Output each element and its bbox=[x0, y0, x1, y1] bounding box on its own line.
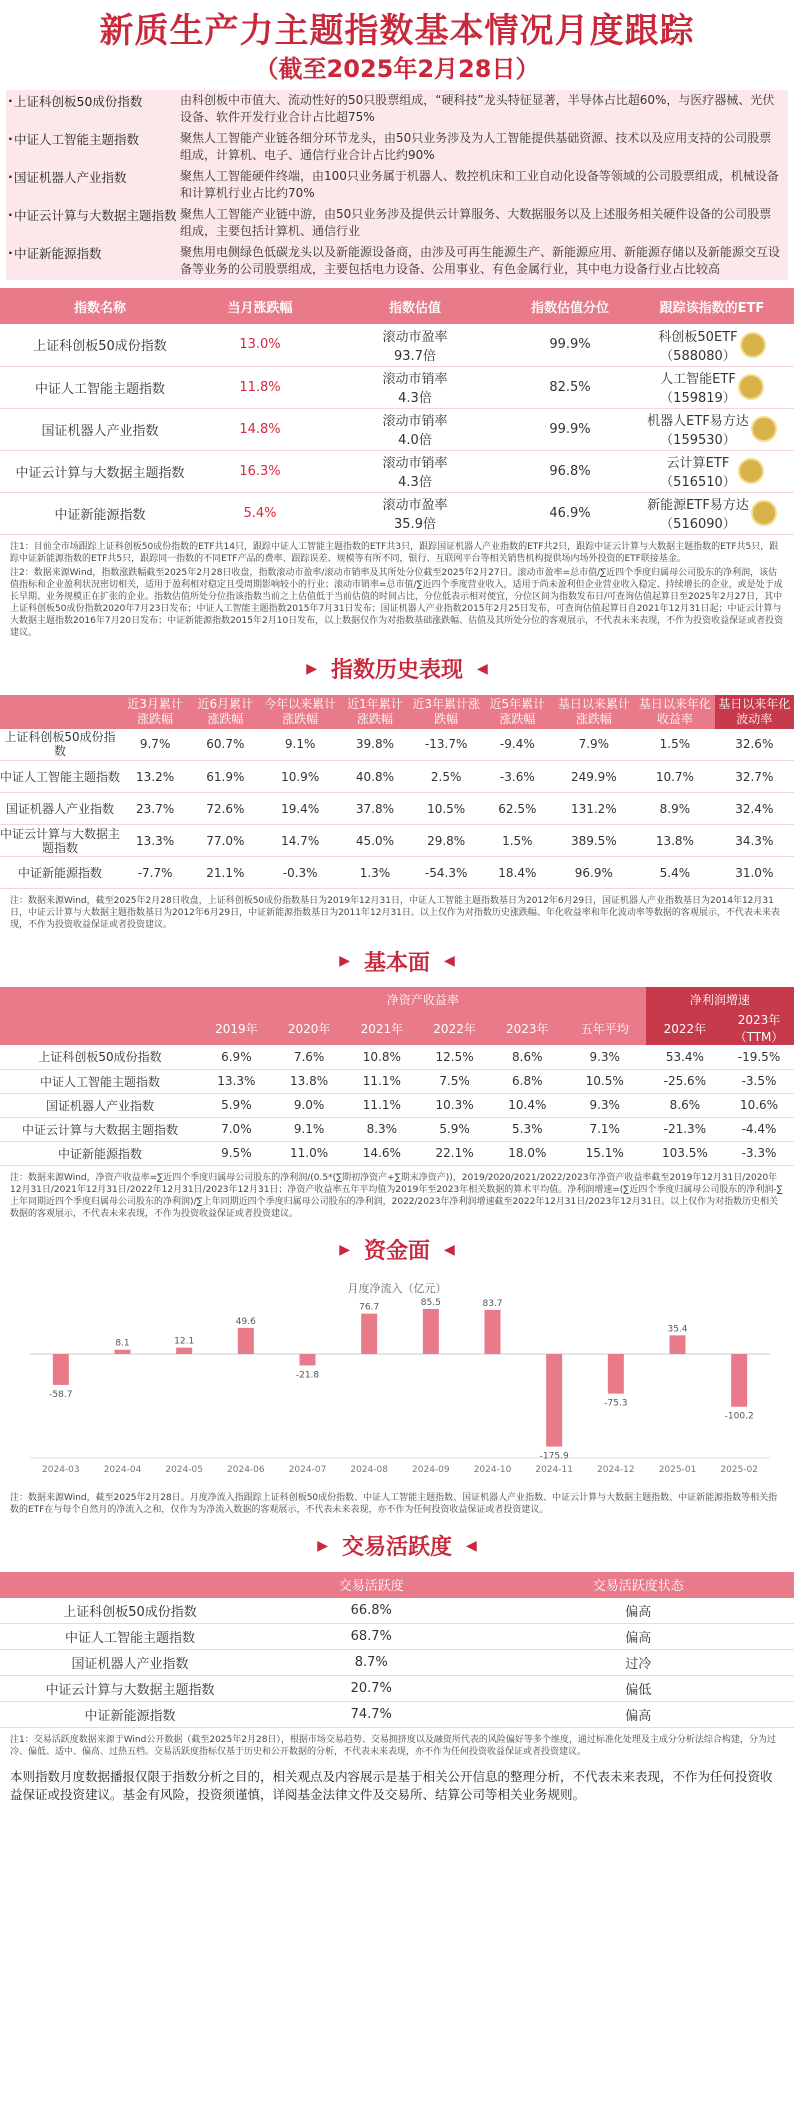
fundamentals-value: -3.3% bbox=[724, 1141, 794, 1165]
etf-cell bbox=[630, 450, 794, 492]
fundamentals-note: 注：数据来源Wind，净资产收益率=∑近四个季度归属母公司股东的净利润/(0.5*(∑期初净资产+∑期末净资产))，2019/2020/2021/2022/2023年净资产收益率截至2019年12月31日/2020年12月31日/2021年12月31日/2022年12月31日/2023年12月31日；净资产收益率五年平均值为2019年至2023年相关数据的算术平均值。净利润增速=(∑近四个季度归属母公司股东的净利润-∑上年同期近四个季度归属母公司股东的净利润)/∑上年同期近四个季度归属母公司股东的净利润，2022/2023年净利润增速截至2022年12月31日/2023年12月31日。以上仅作为对指数历史相关数据的客观展示，不代表未来表现，不作为投资收益保证或者投资建议。 bbox=[10, 1172, 783, 1219]
tick-label: 2024-12 bbox=[597, 1464, 635, 1475]
activity-row bbox=[0, 1676, 794, 1702]
history-value: 31.0% bbox=[715, 857, 794, 889]
history-value: -0.3% bbox=[260, 857, 339, 889]
index-name: 中证云计算与大数据主题指数 bbox=[0, 826, 121, 855]
history-value: 18.4% bbox=[482, 857, 552, 889]
etf-cell bbox=[630, 366, 794, 408]
fundamentals-value: 10.8% bbox=[345, 1045, 418, 1069]
disclaimer: 本则指数月度数据播报仅限于指数分析之目的，相关观点及内容展示是基于相关公开信息的整理分析，不代表未来表现，不作为任何投资收益保证或投资建议。基金有风险，投资须谨慎，详阅基金法律文件及交易所、结算公司等相关业务规则。 bbox=[10, 1769, 773, 1802]
fund-badge-icon bbox=[738, 458, 764, 484]
activity-status: 偏高 bbox=[483, 1624, 794, 1650]
activity-header: 交易活跃度 bbox=[260, 1572, 483, 1598]
description-row bbox=[6, 128, 788, 166]
fund-flow-section-title bbox=[0, 1232, 794, 1268]
activity-title: 交易活跃度 bbox=[341, 1535, 452, 1560]
history-row bbox=[0, 793, 794, 825]
valuation-value: 4.0倍 bbox=[398, 433, 432, 448]
overview-header: 跟踪该指数的ETF bbox=[630, 288, 794, 324]
fundamentals-value: 10.3% bbox=[418, 1093, 491, 1117]
profit-growth-group-header: 净利润增速 bbox=[646, 987, 794, 1011]
data-label: -58.7 bbox=[49, 1389, 73, 1400]
fund-badge-icon bbox=[751, 500, 777, 526]
fund-flow-chart bbox=[0, 1276, 794, 1486]
history-header: 基日以来年化收益率 bbox=[635, 695, 714, 729]
valuation bbox=[320, 366, 510, 408]
monthly-change: 11.8% bbox=[200, 366, 320, 408]
fundamentals-value: 7.1% bbox=[564, 1117, 646, 1141]
history-value: 32.7% bbox=[715, 761, 794, 793]
description-row bbox=[6, 166, 788, 204]
valuation-percentile: 96.8% bbox=[510, 450, 630, 492]
activity-row bbox=[0, 1598, 794, 1624]
fundamentals-value: -25.6% bbox=[646, 1069, 724, 1093]
activity-table bbox=[0, 1572, 794, 1729]
fundamentals-value: 9.5% bbox=[200, 1141, 273, 1165]
fundamentals-value: 11.1% bbox=[345, 1093, 418, 1117]
history-table bbox=[0, 695, 794, 890]
fundamentals-value: 6.9% bbox=[200, 1045, 273, 1069]
history-value: 8.9% bbox=[635, 793, 714, 825]
fundamentals-header-blank bbox=[0, 987, 200, 1045]
history-value: 1.5% bbox=[482, 825, 552, 857]
fundamentals-header: 2020年 bbox=[273, 1011, 346, 1045]
index-descriptions bbox=[6, 90, 788, 280]
description-row bbox=[6, 204, 788, 242]
arrow-right-icon: ▶ bbox=[306, 660, 317, 677]
history-value: 9.7% bbox=[120, 729, 190, 761]
activity-value: 66.8% bbox=[260, 1598, 483, 1624]
history-value: 62.5% bbox=[482, 793, 552, 825]
activity-header-blank bbox=[0, 1572, 260, 1598]
history-value: 10.5% bbox=[410, 793, 482, 825]
history-value: -3.6% bbox=[482, 761, 552, 793]
activity-status: 过冷 bbox=[483, 1650, 794, 1676]
bar bbox=[423, 1309, 439, 1354]
history-value: 39.8% bbox=[340, 729, 410, 761]
fundamentals-value: 9.0% bbox=[273, 1093, 346, 1117]
index-name: 中证人工智能主题指数 bbox=[0, 1624, 260, 1650]
valuation-type: 滚动市销率 bbox=[382, 372, 448, 387]
history-header: 今年以来累计涨跌幅 bbox=[260, 695, 339, 729]
history-header: 近5年累计涨跌幅 bbox=[482, 695, 552, 729]
arrow-right-icon: ▶ bbox=[339, 953, 350, 969]
overview-row bbox=[0, 408, 794, 450]
fundamentals-value: 8.6% bbox=[491, 1045, 564, 1069]
activity-status: 偏高 bbox=[483, 1702, 794, 1728]
tick-label: 2024-03 bbox=[42, 1464, 80, 1475]
etf-code: （588080） bbox=[660, 348, 736, 364]
tick-label: 2024-08 bbox=[350, 1464, 388, 1475]
history-value: 34.3% bbox=[715, 825, 794, 857]
etf-name: 科创板50ETF bbox=[658, 329, 738, 345]
fundamentals-value: 13.8% bbox=[273, 1069, 346, 1093]
history-value: 60.7% bbox=[190, 729, 260, 761]
history-value: 96.9% bbox=[552, 857, 635, 889]
overview-note-2: 注2：数据来源Wind，指数涨跌幅截至2025年2月28日收盘，指数滚动市盈率/滚动市销率及其所处分位截至2025年2月27日。滚动市盈率=总市值/∑近四个季度归属母公司股东的净利润，该估值指标和企业盈利状况密切相关，适用于盈利相对稳定且受周期影响较小的行业；滚动市销率=总市值/∑近四个季度营业收入，适用于尚未盈利但企业营业收入稳定、持续增长的企业，或是处于成长早期、业务规模正在扩张的企业。指数估值所处分位指该指数当前之上估值低于当前估值的时间占比，分位低表示相对便宜，分位区间为指数发布日/可查询估值起算日至2025年2月27日，其中上证科创板50成份指数2020年7月23日发布；中证人工智能主题指数2015年7月31日发布；国证机器人产业指数2015年2月25日发布，可查询估值起算日自2021年12月31日起；中证云计算与大数据主题指数2016年7月20日发布；中证新能源指数2015年2月10日发布，以上数据仅作为对指数基础涨跌幅、估值及其所处分位的客观展示，不代表未来表现，不作为投资收益保证或者投资建议。 bbox=[10, 567, 784, 638]
arrow-right-icon: ▶ bbox=[339, 1241, 350, 1258]
valuation bbox=[320, 324, 510, 366]
monthly-change: 16.3% bbox=[200, 450, 320, 492]
etf-code: （516510） bbox=[660, 475, 736, 490]
etf-name: 云计算ETF bbox=[666, 456, 730, 471]
index-name: 中证人工智能主题指数 bbox=[0, 366, 200, 408]
arrow-left-icon: ◀ bbox=[444, 953, 455, 969]
fund-badge-icon bbox=[740, 332, 766, 358]
fundamentals-header: 2023年（TTM） bbox=[724, 1011, 794, 1045]
history-row bbox=[0, 857, 794, 889]
index-name: 中证新能源指数 bbox=[0, 1702, 260, 1728]
index-name: 中证人工智能主题指数 bbox=[0, 761, 120, 793]
data-label: 76.7 bbox=[359, 1302, 380, 1313]
valuation-percentile: 82.5% bbox=[510, 366, 630, 408]
index-name: 国证机器人产业指数 bbox=[0, 1650, 260, 1676]
bar bbox=[731, 1354, 747, 1407]
fundamentals-value: 11.1% bbox=[345, 1069, 418, 1093]
fundamentals-value: -19.5% bbox=[724, 1045, 794, 1069]
overview-header: 指数名称 bbox=[0, 288, 200, 324]
data-label: 8.1 bbox=[115, 1338, 130, 1349]
valuation-value: 35.9倍 bbox=[394, 517, 436, 532]
history-value: 37.8% bbox=[340, 793, 410, 825]
fundamentals-value: 11.0% bbox=[273, 1141, 346, 1165]
fundamentals-value: 5.9% bbox=[200, 1093, 273, 1117]
valuation-type: 滚动市销率 bbox=[382, 414, 448, 429]
fundamentals-value: 9.3% bbox=[564, 1093, 646, 1117]
bar bbox=[608, 1354, 624, 1394]
history-value: 249.9% bbox=[552, 761, 635, 793]
valuation-value: 4.3倍 bbox=[398, 475, 432, 490]
description-name: · 国证机器人产业指数 bbox=[6, 168, 180, 202]
overview-header: 指数估值 bbox=[320, 288, 510, 324]
history-row bbox=[0, 825, 794, 857]
monthly-change: 14.8% bbox=[200, 408, 320, 450]
activity-row bbox=[0, 1624, 794, 1650]
fundamentals-row bbox=[0, 1141, 794, 1165]
fundamentals-header: 2022年 bbox=[646, 1011, 724, 1045]
history-value: 61.9% bbox=[190, 761, 260, 793]
history-value: 13.2% bbox=[120, 761, 190, 793]
history-value: 14.7% bbox=[260, 825, 339, 857]
history-value: 45.0% bbox=[340, 825, 410, 857]
tick-label: 2025-01 bbox=[658, 1464, 697, 1475]
page-subtitle: （截至2025年2月28日） bbox=[254, 55, 540, 83]
arrow-left-icon: ◀ bbox=[466, 1537, 477, 1554]
fundamentals-value: -21.3% bbox=[646, 1117, 724, 1141]
fundamentals-value: -3.5% bbox=[724, 1069, 794, 1093]
fundamentals-value: 5.9% bbox=[418, 1117, 491, 1141]
history-header: 近3月累计涨跌幅 bbox=[120, 695, 190, 729]
monthly-change: 5.4% bbox=[200, 492, 320, 534]
valuation-percentile: 99.9% bbox=[510, 408, 630, 450]
description-text: 聚焦人工智能硬件终端，由100只业务属于机器人、数控机床和工业自动化设备等领域的公司股票组成，机械设备和计算机行业占比约70% bbox=[180, 169, 779, 200]
fundamentals-header: 2021年 bbox=[345, 1011, 418, 1045]
overview-header: 当月涨跌幅 bbox=[200, 288, 320, 324]
history-header-blank bbox=[0, 695, 120, 729]
fundamentals-value: 14.6% bbox=[345, 1141, 418, 1165]
tick-label: 2024-09 bbox=[412, 1464, 450, 1475]
data-label: -75.3 bbox=[604, 1398, 628, 1409]
history-value: -13.7% bbox=[410, 729, 482, 761]
overview-row bbox=[0, 324, 794, 366]
history-title: 指数历史表现 bbox=[330, 658, 463, 683]
fund-flow-note: 注：数据来源Wind，截至2025年2月28日。月度净流入指跟踪上证科创板50成份指数、中证人工智能主题指数、国证机器人产业指数、中证云计算与大数据主题指数、中证新能源指数等相关指数的ETF在与每个自然月的净流入之和，仅作为为净流入数据的客观展示，不代表未来表现，亦不作为任何投资收益保证或者投资建议。 bbox=[10, 1492, 778, 1515]
index-name: 上证科创板50成份指数 bbox=[0, 1598, 260, 1624]
valuation bbox=[320, 408, 510, 450]
history-note: 注：数据来源Wind，截至2025年2月28日收盘，上证科创板50成份指数基日为2019年12月31日，中证人工智能主题指数基日为2012年6月29日，国证机器人产业指数基日为2014年12月31日，中证云计算与大数据主题指数基日为2012年6月29日，中证新能源指数基日为2011年12月31日。以上仅作为对指数历史涨跌幅、年化收益率和年化波动率等数据的客观展示，不代表未来表现，不作为投资收益保证或者投资建议。 bbox=[10, 896, 780, 930]
activity-status: 偏高 bbox=[483, 1598, 794, 1624]
bar bbox=[670, 1335, 686, 1354]
fundamentals-value: 10.5% bbox=[564, 1069, 646, 1093]
fundamentals-value: 9.3% bbox=[564, 1045, 646, 1069]
overview-row bbox=[0, 450, 794, 492]
history-value: 1.3% bbox=[340, 857, 410, 889]
data-label: 83.7 bbox=[482, 1298, 503, 1309]
history-value: 2.5% bbox=[410, 761, 482, 793]
description-name: · 中证新能源指数 bbox=[6, 244, 180, 278]
data-label: 12.1 bbox=[174, 1336, 195, 1347]
history-value: 1.5% bbox=[635, 729, 714, 761]
tick-label: 2024-04 bbox=[103, 1464, 142, 1475]
history-value: 21.1% bbox=[190, 857, 260, 889]
tick-label: 2024-10 bbox=[473, 1464, 512, 1475]
fundamentals-section-title bbox=[0, 943, 794, 979]
etf-code: （159819） bbox=[660, 391, 736, 406]
history-value: 13.8% bbox=[635, 825, 714, 857]
history-value: 32.6% bbox=[715, 729, 794, 761]
fundamentals-row bbox=[0, 1045, 794, 1069]
tick-label: 2024-06 bbox=[227, 1464, 265, 1475]
arrow-right-icon: ▶ bbox=[317, 1537, 328, 1554]
valuation bbox=[320, 492, 510, 534]
valuation-type: 滚动市销率 bbox=[382, 456, 448, 471]
history-header: 基日以来年化波动率 bbox=[715, 695, 794, 729]
fundamentals-value: 103.5% bbox=[646, 1141, 724, 1165]
history-value: -9.4% bbox=[482, 729, 552, 761]
history-header: 近3年累计涨跌幅 bbox=[410, 695, 482, 729]
bar bbox=[115, 1349, 131, 1353]
valuation-percentile: 99.9% bbox=[510, 324, 630, 366]
valuation-type: 滚动市盈率 bbox=[382, 498, 448, 513]
data-label: 35.4 bbox=[667, 1323, 688, 1334]
activity-status: 偏低 bbox=[483, 1676, 794, 1702]
description-text: 聚焦人工智能产业链各细分环节龙头，由50只业务涉及为人工智能提供基础资源、技术以及应用支持的公司股票组成，计算机、电子、通信行业合计占比约90% bbox=[180, 131, 772, 162]
description-text: 聚焦人工智能产业链中游，由50只业务涉及提供云计算服务、大数据服务以及上述服务相关硬件设备的公司股票组成，主要包括计算机、通信行业 bbox=[180, 207, 772, 238]
index-name: 中证新能源指数 bbox=[0, 492, 200, 534]
fundamentals-value: 10.4% bbox=[491, 1093, 564, 1117]
arrow-left-icon: ◀ bbox=[477, 660, 488, 677]
etf-name: 新能源ETF易方达 bbox=[647, 498, 749, 513]
bar bbox=[361, 1313, 377, 1353]
index-name: 中证新能源指数 bbox=[0, 1141, 200, 1165]
bar bbox=[238, 1327, 254, 1353]
activity-row bbox=[0, 1702, 794, 1728]
history-value: 10.9% bbox=[260, 761, 339, 793]
index-name: 中证云计算与大数据主题指数 bbox=[0, 1117, 200, 1141]
overview-row bbox=[0, 366, 794, 408]
fundamentals-value: 7.0% bbox=[200, 1117, 273, 1141]
fundamentals-table bbox=[0, 987, 794, 1166]
history-value: -7.7% bbox=[120, 857, 190, 889]
etf-code: （159530） bbox=[660, 433, 736, 448]
etf-cell bbox=[630, 324, 794, 366]
history-header: 近6月累计涨跌幅 bbox=[190, 695, 260, 729]
monthly-change: 13.0% bbox=[200, 324, 320, 366]
tick-label: 2024-05 bbox=[165, 1464, 203, 1475]
history-value: 40.8% bbox=[340, 761, 410, 793]
activity-value: 8.7% bbox=[260, 1650, 483, 1676]
fundamentals-row bbox=[0, 1093, 794, 1117]
etf-name: 人工智能ETF bbox=[660, 372, 736, 387]
activity-value: 20.7% bbox=[260, 1676, 483, 1702]
history-value: 72.6% bbox=[190, 793, 260, 825]
history-value: 7.9% bbox=[552, 729, 635, 761]
fund-flow-title: 资金面 bbox=[363, 1239, 430, 1264]
index-name: 上证科创板50成份指数 bbox=[0, 729, 120, 761]
activity-header: 交易活跃度状态 bbox=[483, 1572, 794, 1598]
index-name: 中证云计算与大数据主题指数 bbox=[0, 450, 200, 492]
valuation-value: 93.7倍 bbox=[394, 348, 436, 364]
description-name: · 中证云计算与大数据主题指数 bbox=[6, 206, 180, 240]
etf-code: （516090） bbox=[660, 517, 736, 532]
index-name: 国证机器人产业指数 bbox=[0, 793, 120, 825]
overview-row bbox=[0, 492, 794, 534]
valuation-percentile: 46.9% bbox=[510, 492, 630, 534]
fundamentals-value: 7.5% bbox=[418, 1069, 491, 1093]
history-value: 13.3% bbox=[120, 825, 190, 857]
activity-note: 注1：交易活跃度数据来源于Wind公开数据（截至2025年2月28日），根据市场交易趋势、交易拥挤度以及融资所代表的风险偏好等多个维度，通过标准化处理及主成分分析法综合构建，分为过冷、偏低、适中、偏高、过热五档。交易活跃度指标仅基于历史和公开数据的分析，不代表未来表现，亦不作为任何投资收益保证或者投资建议。 bbox=[10, 1735, 776, 1757]
data-label: -100.2 bbox=[724, 1411, 754, 1422]
history-row bbox=[0, 761, 794, 793]
chart-title: 月度净流入（亿元） bbox=[347, 1281, 447, 1295]
fundamentals-value: 13.3% bbox=[200, 1069, 273, 1093]
fundamentals-header: 五年平均 bbox=[564, 1011, 646, 1045]
history-value: 131.2% bbox=[552, 793, 635, 825]
activity-section-title bbox=[0, 1528, 794, 1564]
fundamentals-value: 7.6% bbox=[273, 1045, 346, 1069]
overview-header: 指数估值分位 bbox=[510, 288, 630, 324]
description-text: 聚焦用电侧绿色低碳龙头以及新能源设备商，由涉及可再生能源生产、新能源应用、新能源存储以及新能源交互设备等业务的公司股票组成，主要包括电力设备、公用事业、有色金属行业，其中电力设备行业占比较高 bbox=[180, 245, 781, 276]
fundamentals-value: -4.4% bbox=[724, 1117, 794, 1141]
fundamentals-value: 18.0% bbox=[491, 1141, 564, 1165]
description-row bbox=[6, 90, 788, 128]
fundamentals-row bbox=[0, 1069, 794, 1093]
history-value: -54.3% bbox=[410, 857, 482, 889]
fundamentals-value: 6.8% bbox=[491, 1069, 564, 1093]
index-name: 中证人工智能主题指数 bbox=[0, 1069, 200, 1093]
fundamentals-header: 2023年 bbox=[491, 1011, 564, 1045]
activity-row bbox=[0, 1650, 794, 1676]
fundamentals-header: 2022年 bbox=[418, 1011, 491, 1045]
fundamentals-value: 12.5% bbox=[418, 1045, 491, 1069]
history-value: 10.7% bbox=[635, 761, 714, 793]
bar bbox=[485, 1309, 501, 1353]
fund-badge-icon bbox=[738, 374, 764, 400]
history-header: 近1年累计涨跌幅 bbox=[340, 695, 410, 729]
bar bbox=[53, 1354, 69, 1385]
bar bbox=[300, 1354, 316, 1365]
overview-note-1: 注1：目前全市场跟踪上证科创板50成份指数的ETF共14只，跟踪中证人工智能主题指数的ETF共3只，跟踪国证机器人产业指数的ETF共2只，跟踪中证云计算与大数据主题指数的ETF共5只，跟踪中证新能源指数的ETF共5只，跟踪同一指数的不同ETF产品的费率、跟踪误差、规模等有所不同，银行、互联网平台等相关销售机构提供场内场外投资的ETF联接基金。 bbox=[10, 541, 779, 564]
fundamentals-header: 2019年 bbox=[200, 1011, 273, 1045]
index-name: 中证新能源指数 bbox=[0, 857, 120, 889]
fundamentals-value: 22.1% bbox=[418, 1141, 491, 1165]
history-value: 389.5% bbox=[552, 825, 635, 857]
history-value: 32.4% bbox=[715, 793, 794, 825]
fundamentals-value: 15.1% bbox=[564, 1141, 646, 1165]
history-value: 9.1% bbox=[260, 729, 339, 761]
tick-label: 2024-11 bbox=[535, 1464, 573, 1475]
data-label: 49.6 bbox=[235, 1316, 256, 1327]
bar bbox=[176, 1347, 192, 1353]
fundamentals-value: 8.6% bbox=[646, 1093, 724, 1117]
etf-cell bbox=[630, 492, 794, 534]
description-name: · 中证人工智能主题指数 bbox=[6, 130, 180, 164]
valuation-value: 4.3倍 bbox=[398, 391, 432, 406]
roe-group-header: 净资产收益率 bbox=[200, 987, 646, 1011]
description-name: · 上证科创板50成份指数 bbox=[6, 92, 180, 126]
fundamentals-value: 5.3% bbox=[491, 1117, 564, 1141]
history-value: 23.7% bbox=[120, 793, 190, 825]
etf-cell bbox=[630, 408, 794, 450]
overview-table bbox=[0, 288, 794, 535]
data-label: -175.9 bbox=[539, 1451, 569, 1462]
fundamentals-value: 9.1% bbox=[273, 1117, 346, 1141]
activity-value: 68.7% bbox=[260, 1624, 483, 1650]
history-header: 基日以来累计涨跌幅 bbox=[552, 695, 635, 729]
index-name: 上证科创板50成份指数 bbox=[0, 324, 200, 366]
history-value: 77.0% bbox=[190, 825, 260, 857]
fundamentals-value: 10.6% bbox=[724, 1093, 794, 1117]
history-value: 19.4% bbox=[260, 793, 339, 825]
index-name: 国证机器人产业指数 bbox=[0, 408, 200, 450]
page-title: 新质生产力主题指数基本情况月度跟踪 bbox=[99, 11, 695, 51]
description-row bbox=[6, 242, 788, 280]
fund-badge-icon bbox=[751, 416, 777, 442]
valuation bbox=[320, 450, 510, 492]
fundamentals-value: 53.4% bbox=[646, 1045, 724, 1069]
history-value: 29.8% bbox=[410, 825, 482, 857]
description-text: 由科创板中市值大、流动性好的50只股票组成，“硬科技”龙头特征显著，半导体占比超60%，与医疗器械、光伏设备、软件开发行业合计占比超75% bbox=[180, 93, 775, 124]
activity-value: 74.7% bbox=[260, 1702, 483, 1728]
tick-label: 2025-02 bbox=[720, 1464, 758, 1475]
etf-name: 机器人ETF易方达 bbox=[647, 414, 749, 429]
valuation-type: 滚动市盈率 bbox=[382, 329, 448, 345]
fundamentals-value: 8.3% bbox=[345, 1117, 418, 1141]
history-value: 5.4% bbox=[635, 857, 714, 889]
index-name: 国证机器人产业指数 bbox=[0, 1093, 200, 1117]
history-row bbox=[0, 729, 794, 761]
index-name: 上证科创板50成份指数 bbox=[0, 1045, 200, 1069]
bar bbox=[546, 1354, 562, 1447]
arrow-left-icon: ◀ bbox=[444, 1241, 455, 1258]
fundamentals-title: 基本面 bbox=[363, 950, 430, 976]
history-section-title bbox=[0, 651, 794, 687]
tick-label: 2024-07 bbox=[288, 1464, 327, 1475]
data-label: -21.8 bbox=[295, 1369, 320, 1380]
index-name: 中证云计算与大数据主题指数 bbox=[0, 1676, 260, 1702]
fundamentals-row bbox=[0, 1117, 794, 1141]
data-label: 85.5 bbox=[420, 1297, 441, 1308]
